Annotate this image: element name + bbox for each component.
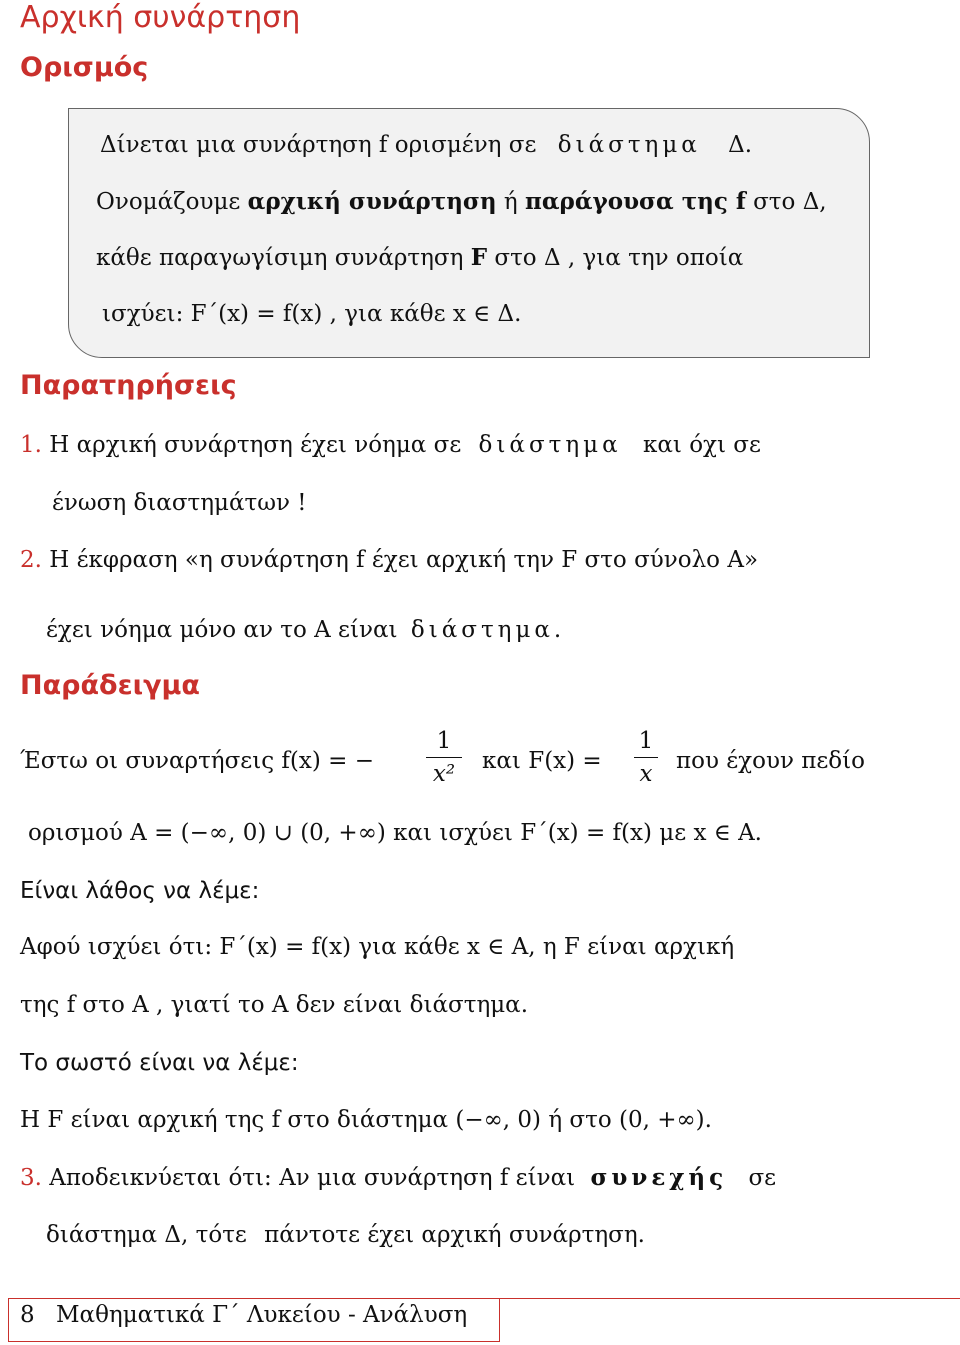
remark-3-line-2: διάστημα Δ, τότε πάντοτε έχει αρχική συνάρτηση. <box>46 1222 645 1248</box>
footer-title: Μαθηματικά Γ΄ Λυκείου - Ανάλυση <box>56 1302 468 1328</box>
example-line-1b: και F(x) = <box>482 748 602 774</box>
wrong-heading: Είναι λάθος να λέμε: <box>20 878 260 904</box>
example-heading: Παράδειγμα <box>20 670 200 701</box>
wrong-line-2: της f στο Α , γιατί το Α δεν είναι διάστημα. <box>20 992 529 1018</box>
remark-1-line-1: 1. Η αρχική συνάρτηση έχει νόημα σε διάστημα και όχι σε <box>20 432 761 458</box>
example-line-1a: Έστω οι συναρτήσεις f(x) = − <box>20 748 375 774</box>
definition-line-3: κάθε παραγωγίσιμη συνάρτηση F στο Δ , για την οποία <box>96 244 744 271</box>
definition-line-1: Δίνεται μια συνάρτηση f ορισμένη σε διάστημα Δ. <box>100 132 753 158</box>
footer-rule <box>498 1298 960 1299</box>
remark-3-line-1: 3. Αποδεικνύεται ότι: Αν μια συνάρτηση f είναι συνεχής σε <box>20 1164 777 1191</box>
wrong-line-1: Αφού ισχύει ότι: F΄(x) = f(x) για κάθε x ∈ Α, η F είναι αρχική <box>20 934 735 960</box>
definition-line-2: Ονομάζουμε αρχική συνάρτηση ή παράγουσα της f στο Δ, <box>96 188 827 215</box>
fraction-one-over-x: 1 x <box>634 728 658 787</box>
remark-1-line-2: ένωση διαστημάτων ! <box>52 490 307 516</box>
example-line-1c: που έχουν πεδίο <box>676 748 865 774</box>
right-line-1: Η F είναι αρχική της f στο διάστημα (−∞, 0) ή στο (0, +∞). <box>20 1107 712 1133</box>
example-line-2: ορισμού Α = (−∞, 0) ∪ (0, +∞) και ισχύει F΄(x) = f(x) με x ∈ Α. <box>28 820 762 846</box>
footer-page-number: 8 <box>20 1302 35 1328</box>
fraction-one-over-x-squared: 1 x² <box>426 728 462 787</box>
remarks-heading: Παρατηρήσεις <box>20 370 237 401</box>
remark-2-line-2: έχει νόημα μόνο αν το Α είναι διάστημα. <box>46 617 566 643</box>
definition-line-4: ισχύει: F΄(x) = f(x) , για κάθε x ∈ Δ. <box>102 301 522 327</box>
definition-heading: Ορισμός <box>20 52 149 83</box>
remark-2-line-1: 2. Η έκφραση «η συνάρτηση f έχει αρχική την F στο σύνολο Α» <box>20 547 759 573</box>
page-title: Αρχική συνάρτηση <box>20 0 301 35</box>
right-heading: Το σωστό είναι να λέμε: <box>20 1050 299 1076</box>
